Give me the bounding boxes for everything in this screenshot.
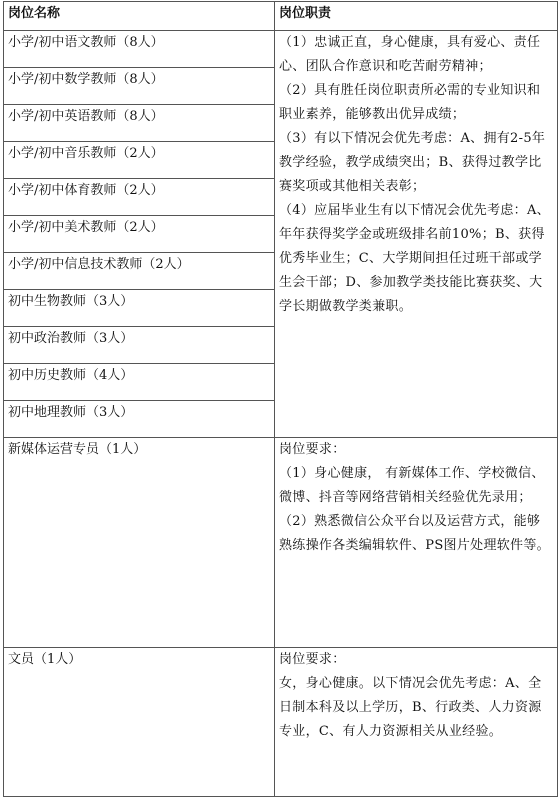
duty-paragraph: （1）忠诚正直，身心健康，具有爱心、责任心、团队合作意识和吃苦耐劳精神； — [279, 35, 541, 74]
table-row — [4, 648, 558, 797]
position-cell: 小学/初中英语教师（8人） — [4, 105, 275, 142]
position-cell: 小学/初中语文教师（8人） — [4, 31, 275, 68]
position-cell: 初中地理教师（3人） — [4, 401, 275, 438]
duty-paragraph: （3）有以下情况会优先考虑：A、拥有2-5年教学经验，教学成绩突出；B、获得过教学比赛奖项或其他相关表彰； — [279, 131, 546, 194]
position-cell: 小学/初中信息技术教师（2人） — [4, 253, 275, 290]
position-cell: 初中政治教师（3人） — [4, 327, 275, 364]
position-cell: 初中历史教师（4人） — [4, 364, 275, 401]
header-position-duties: 岗位职责 — [275, 2, 558, 31]
media-duties-cell — [275, 438, 558, 648]
table-row — [4, 438, 558, 648]
clerk-duties-cell — [275, 648, 558, 797]
position-cell: 新媒体运营专员（1人） — [4, 438, 275, 648]
position-cell: 文员（1人） — [4, 648, 275, 797]
duty-paragraph: 岗位要求： — [279, 652, 346, 667]
duty-paragraph: 女，身心健康。以下情况会优先考虑：A、全日制本科及以上学历，B、行政类、人力资源专业，C、有人力资源相关从业经验。 — [279, 676, 542, 739]
duty-paragraph: 岗位要求： — [279, 442, 346, 457]
duty-paragraph: （2）具有胜任岗位职责所必需的专业知识和职业素养，能够教出优异成绩； — [279, 83, 541, 122]
table-row — [4, 31, 558, 68]
position-cell: 小学/初中音乐教师（2人） — [4, 142, 275, 179]
position-cell: 小学/初中数学教师（8人） — [4, 68, 275, 105]
position-cell: 小学/初中美术教师（2人） — [4, 216, 275, 253]
table-header-row — [4, 2, 558, 31]
position-cell: 小学/初中体育教师（2人） — [4, 179, 275, 216]
job-table — [3, 1, 558, 797]
header-position-name: 岗位名称 — [4, 2, 275, 31]
duty-paragraph: （4）应届毕业生有以下情况会优先考虑：A、年年获得奖学金或班级排名前10%；B、获得优秀毕业生；C、大学期间担任过班干部或学生会干部；D、参加教学类技能比赛获奖、大学长期做教学类兼职。 — [279, 203, 550, 314]
duty-paragraph: （2）熟悉微信公众平台以及运营方式，能够熟练操作各类编辑软件、PS图片处理软件等。 — [279, 514, 550, 553]
teacher-duties-cell — [275, 31, 558, 438]
position-cell: 初中生物教师（3人） — [4, 290, 275, 327]
duty-paragraph: （1）身心健康， 有新媒体工作、学校微信、微博、抖音等网络营销相关经验优先录用； — [279, 466, 545, 505]
